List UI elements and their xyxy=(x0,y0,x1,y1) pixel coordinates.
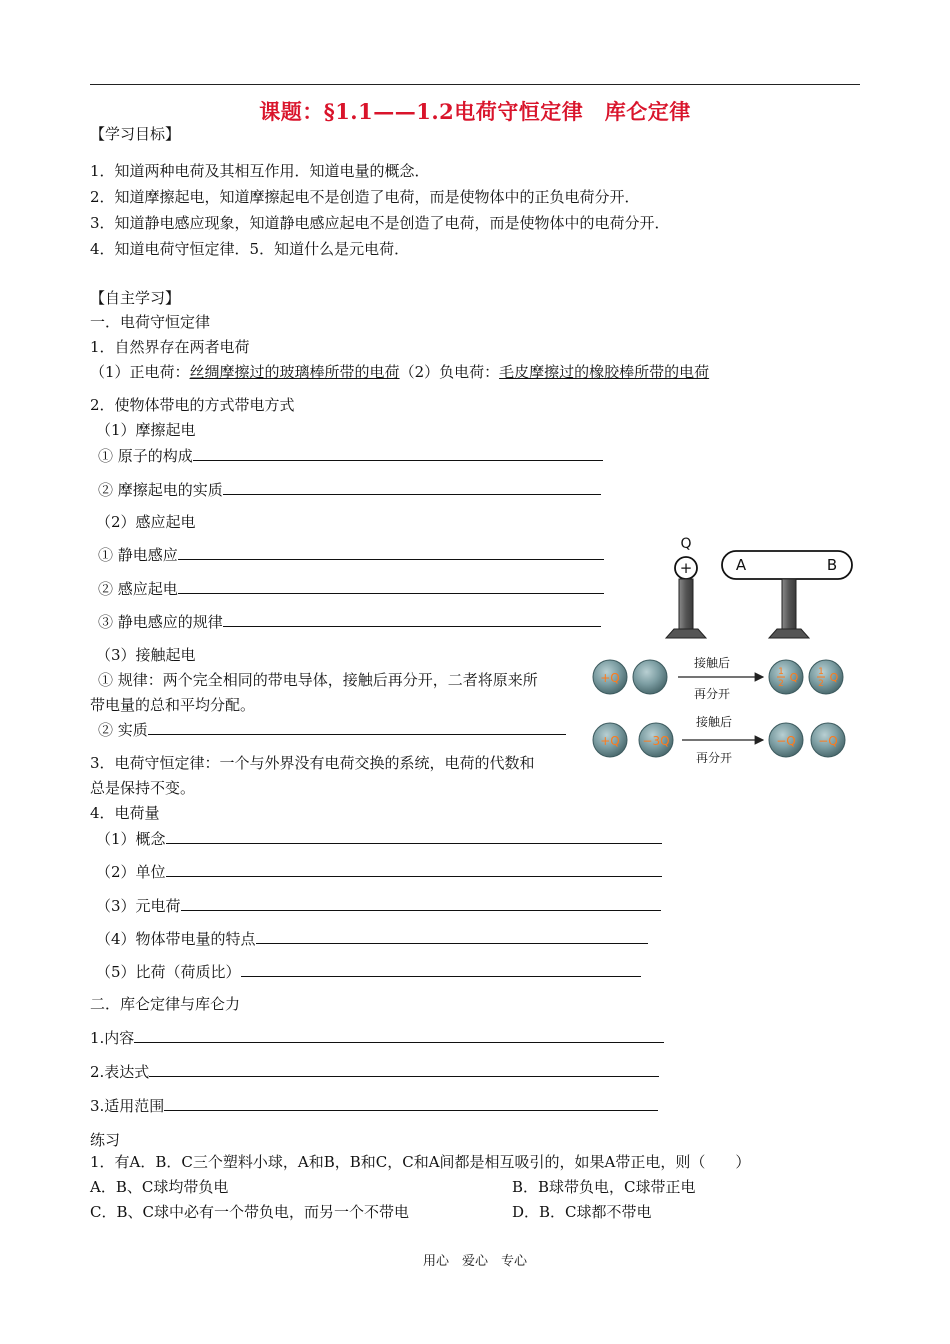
half-q-label: Q xyxy=(789,671,799,684)
answer-blank[interactable] xyxy=(148,720,566,735)
separate-label: 再分开 xyxy=(693,687,731,701)
goal-item: 4．知道电荷守恒定律．5．知道什么是元电荷． xyxy=(90,240,410,258)
answer-blank[interactable] xyxy=(241,962,641,977)
elementary-charge-label: （3）元电荷 xyxy=(96,897,181,915)
negative-charge-label: （2）负电荷： xyxy=(399,363,500,381)
answer-blank[interactable] xyxy=(164,1096,658,1111)
ball-minus-3q-label: −3Q xyxy=(642,734,670,748)
page-footer: 用心 爱心 专心 xyxy=(422,1254,527,1269)
option-a[interactable]: A．B、C球均带负电 xyxy=(90,1178,229,1196)
goal-item: 1．知道两种电荷及其相互作用．知道电量的概念． xyxy=(90,162,430,180)
answer-blank[interactable] xyxy=(134,1028,664,1043)
answer-blank[interactable] xyxy=(256,929,648,944)
positive-charge-answer: 丝绸摩擦过的玻璃棒所带的电荷 xyxy=(189,363,400,381)
conservation-law-line1: 3．电荷守恒定律：一个与外界没有电荷交换的系统，电荷的代数和 xyxy=(90,754,535,772)
concept-label: （1）概念 xyxy=(96,830,166,848)
induction-heading: （2）感应起电 xyxy=(96,513,196,531)
charge-q-label: Q xyxy=(680,536,692,552)
end-a-label: A xyxy=(735,556,747,574)
answer-blank[interactable] xyxy=(166,862,662,877)
exercise-heading: 练习 xyxy=(90,1131,121,1149)
answer-blank[interactable] xyxy=(178,579,604,594)
friction-heading: （1）摩擦起电 xyxy=(96,421,196,439)
right-pole xyxy=(782,579,796,630)
unit-label: （2）单位 xyxy=(96,863,166,881)
goal-item: 3．知道静电感应现象，知道静电感应起电不是创造了电荷，而是使物体中的电荷分开． xyxy=(90,214,670,232)
contact-essence-label: ② 实质 xyxy=(98,721,148,739)
charge-types-line: 1．自然界存在两者电荷 xyxy=(90,338,250,356)
answer-blank[interactable] xyxy=(149,1062,659,1077)
end-b-label: B xyxy=(826,556,838,574)
section-1-title: 一．电荷守恒定律 xyxy=(90,313,211,331)
ball-minus-q-label: −Q xyxy=(776,734,796,748)
half-q-label: Q xyxy=(829,671,839,684)
half-numerator: 1 xyxy=(778,667,784,677)
contact-rule-line1: ① 规律：两个完全相同的带电导体，接触后再分开，二者将原来所 xyxy=(98,671,538,689)
self-study-heading: 【自主学习】 xyxy=(90,289,181,307)
ball-minus-q-label: −Q xyxy=(818,734,838,748)
option-d[interactable]: D．B．C球都不带电 xyxy=(512,1203,652,1221)
elementary-charge-item xyxy=(96,896,661,916)
charge-feature-label: （4）物体带电量的特点 xyxy=(96,930,256,948)
answer-blank[interactable] xyxy=(193,446,603,461)
ball-plus-q-label: +Q xyxy=(600,734,620,748)
atom-structure-label: ① 原子的构成 xyxy=(98,447,193,465)
plus-sign: + xyxy=(679,559,693,577)
answer-blank[interactable] xyxy=(166,829,662,844)
answer-blank[interactable] xyxy=(181,896,661,911)
concept-item xyxy=(96,829,662,849)
header-rule xyxy=(90,84,860,85)
conservation-law-line2: 总是保持不变。 xyxy=(90,779,196,797)
contact-essence-item xyxy=(98,720,566,740)
coulomb-content-label: 1.内容 xyxy=(90,1029,135,1047)
charge-definitions-line xyxy=(90,362,709,382)
answer-blank[interactable] xyxy=(223,480,601,495)
ball-plus-q-label: +Q xyxy=(600,671,620,685)
positive-charge-label: （1）正电荷： xyxy=(90,363,190,381)
induction-charging-item xyxy=(98,579,604,599)
coulomb-scope-item xyxy=(90,1096,658,1116)
induction-charging-label: ② 感应起电 xyxy=(98,580,178,598)
electrostatic-induction-item xyxy=(98,545,604,565)
separate-label: 再分开 xyxy=(695,751,733,765)
answer-blank[interactable] xyxy=(178,545,604,560)
half-numerator: 1 xyxy=(818,667,824,677)
contact-after-label: 接触后 xyxy=(693,656,731,670)
option-b[interactable]: B．B球带负电，C球带正电 xyxy=(512,1178,696,1196)
coulomb-expression-item xyxy=(90,1062,659,1082)
coulomb-scope-label: 3.适用范围 xyxy=(90,1097,165,1115)
electrostatic-induction-label: ① 静电感应 xyxy=(98,546,178,564)
goal-item: 2．知道摩擦起电，知道摩擦起电不是创造了电荷，而是使物体中的正负电荷分开． xyxy=(90,188,640,206)
charging-methods-line: 2．使物体带电的方式带电方式 xyxy=(90,396,295,414)
answer-blank[interactable] xyxy=(223,612,601,627)
section-2-title: 二．库仑定律与库仑力 xyxy=(90,995,241,1013)
half-denominator: 2 xyxy=(778,679,784,689)
coulomb-content-item xyxy=(90,1028,664,1048)
ball-neutral xyxy=(633,660,667,694)
contact-rule-line2: 带电量的总和平均分配。 xyxy=(90,696,256,714)
negative-charge-answer: 毛皮摩擦过的橡胶棒所带的电荷 xyxy=(499,363,710,381)
unit-item xyxy=(96,862,662,882)
specific-charge-label: （5）比荷（荷质比） xyxy=(96,963,241,981)
goals-heading: 【学习目标】 xyxy=(90,125,181,143)
coulomb-expression-label: 2.表达式 xyxy=(90,1063,150,1081)
half-denominator: 2 xyxy=(818,679,824,689)
contact-after-label: 接触后 xyxy=(695,715,733,729)
left-base xyxy=(666,629,706,638)
charge-quantity-heading: 4．电荷量 xyxy=(90,804,160,822)
left-pole xyxy=(679,579,693,630)
page-title: 课题：§1.1——1.2电荷守恒定律 库仑定律 xyxy=(259,99,691,124)
specific-charge-item xyxy=(96,962,641,982)
induction-rule-label: ③ 静电感应的规律 xyxy=(98,613,223,631)
induction-rule-item xyxy=(98,612,601,632)
friction-essence-item xyxy=(98,480,601,500)
charge-feature-item xyxy=(96,929,648,949)
right-base xyxy=(769,629,809,638)
charging-figure xyxy=(588,528,858,780)
contact-heading: （3）接触起电 xyxy=(96,646,196,664)
exercise-question: 1．有A．B．C三个塑料小球，A和B，B和C，C和A间都是相互吸引的，如果A带正电，则（ ） xyxy=(90,1153,751,1171)
friction-essence-label: ② 摩擦起电的实质 xyxy=(98,481,223,499)
atom-structure-item xyxy=(98,446,603,466)
option-c[interactable]: C．B、C球中必有一个带负电，而另一个不带电 xyxy=(90,1203,409,1221)
